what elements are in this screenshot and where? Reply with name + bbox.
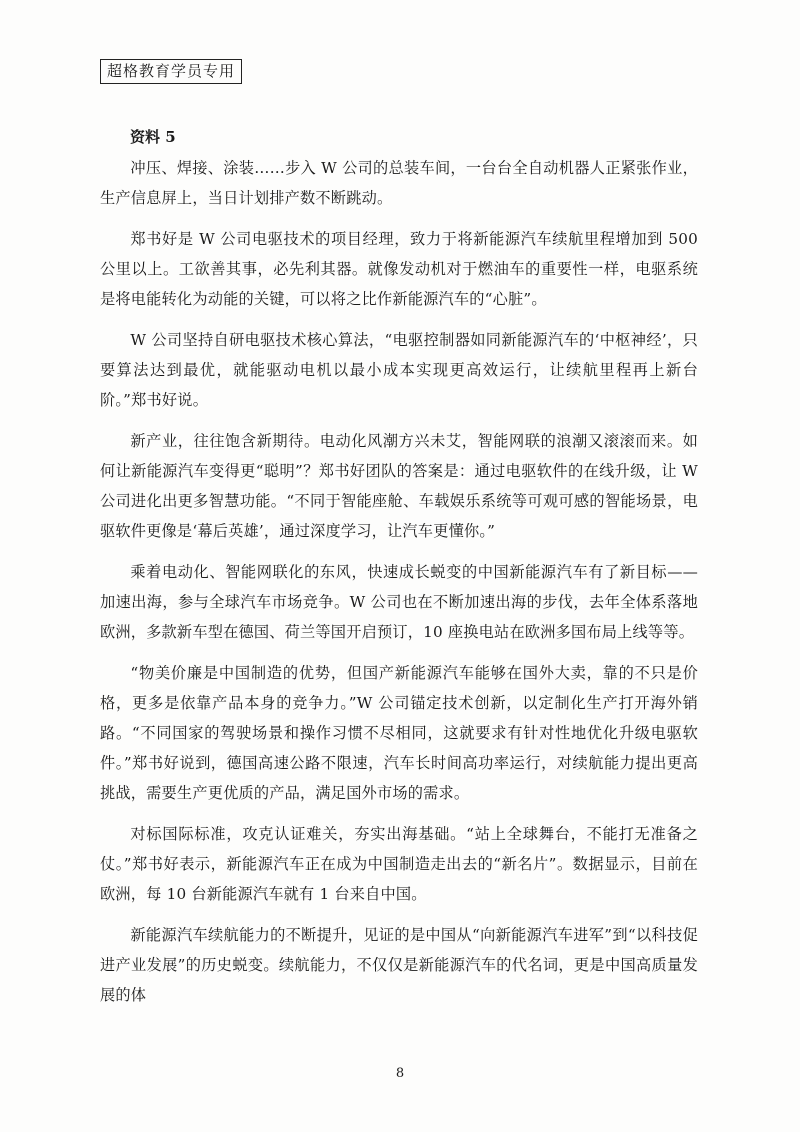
paragraph-2: 郑书好是 W 公司电驱技术的项目经理，致力于将新能源汽车续航里程增加到 500 公里以上。工欲善其事，必先利其器。就像发动机对于燃油车的重要性一样，电驱系统是将电能转化为动能的关键，可以将之比作新能源汽车的“心脏”。 [100, 230, 698, 308]
paragraph-8: 新能源汽车续航能力的不断提升，见证的是中国从“向新能源汽车进军”到“以科技促进产业发展”的历史蜕变。续航能力，不仅仅是新能源汽车的代名词，更是中国高质量发展的体 [100, 926, 698, 1004]
paragraph-6: “物美价廉是中国制造的优势，但国产新能源汽车能够在国外大卖，靠的不只是价格，更多是依靠产品本身的竞争力。”W 公司锚定技术创新，以定制化生产打开海外销路。“不同国家的驾驶场景和操作习惯不尽相同，这就要求有针对性地优化升级电驱软件。”郑书好说到，德国高速公路不限速，汽车长时间高功率运行，对续航能力提出更高挑战，需要生产更优质的产品，满足国外市场的需求。 [100, 664, 698, 802]
page-number: 8 [395, 1066, 405, 1081]
paragraph-4: 新产业，往往饱含新期待。电动化风潮方兴未艾，智能网联的浪潮又滚滚而来。如何让新能源汽车变得更“聪明”？郑书好团队的答案是：通过电驱软件的在线升级，让 W 公司进化出更多智慧功能。“不同于智能座舱、车载娱乐系统等可观可感的智能场景，电驱软件更像是‘幕后英雄’，通过深度学习，让汽车更懂你。” [100, 432, 698, 540]
paragraph-7: 对标国际标准，攻克认证难关，夯实出海基础。“站上全球舞台，不能打无准备之仗。”郑书好表示，新能源汽车正在成为中国制造走出去的“新名片”。数据显示，目前在欧洲，每 10 台新能源汽车就有 1 台来自中国。 [100, 825, 698, 903]
body-text [100, 153, 698, 1021]
paragraph-3: W 公司坚持自研电驱技术核心算法，“电驱控制器如同新能源汽车的‘中枢神经’，只要算法达到最优，就能驱动电机以最小成本实现更高效运行，让续航里程再上新台阶。”郑书好说。 [100, 331, 698, 409]
paragraph-5: 乘着电动化、智能网联化的东风，快速成长蜕变的中国新能源汽车有了新目标——加速出海，参与全球汽车市场竞争。W 公司也在不断加速出海的步伐，去年全体系落地欧洲，多款新车型在德国、荷兰等国开启预订，10 座换电站在欧洲多国布局上线等等。 [100, 563, 698, 641]
header-label-box: 超格教育学员专用 [100, 59, 242, 84]
section-title: 资料 5 [130, 128, 176, 146]
paragraph-1: 冲压、焊接、涂装……步入 W 公司的总装车间，一台台全自动机器人正紧张作业，生产信息屏上，当日计划排产数不断跳动。 [100, 159, 698, 207]
